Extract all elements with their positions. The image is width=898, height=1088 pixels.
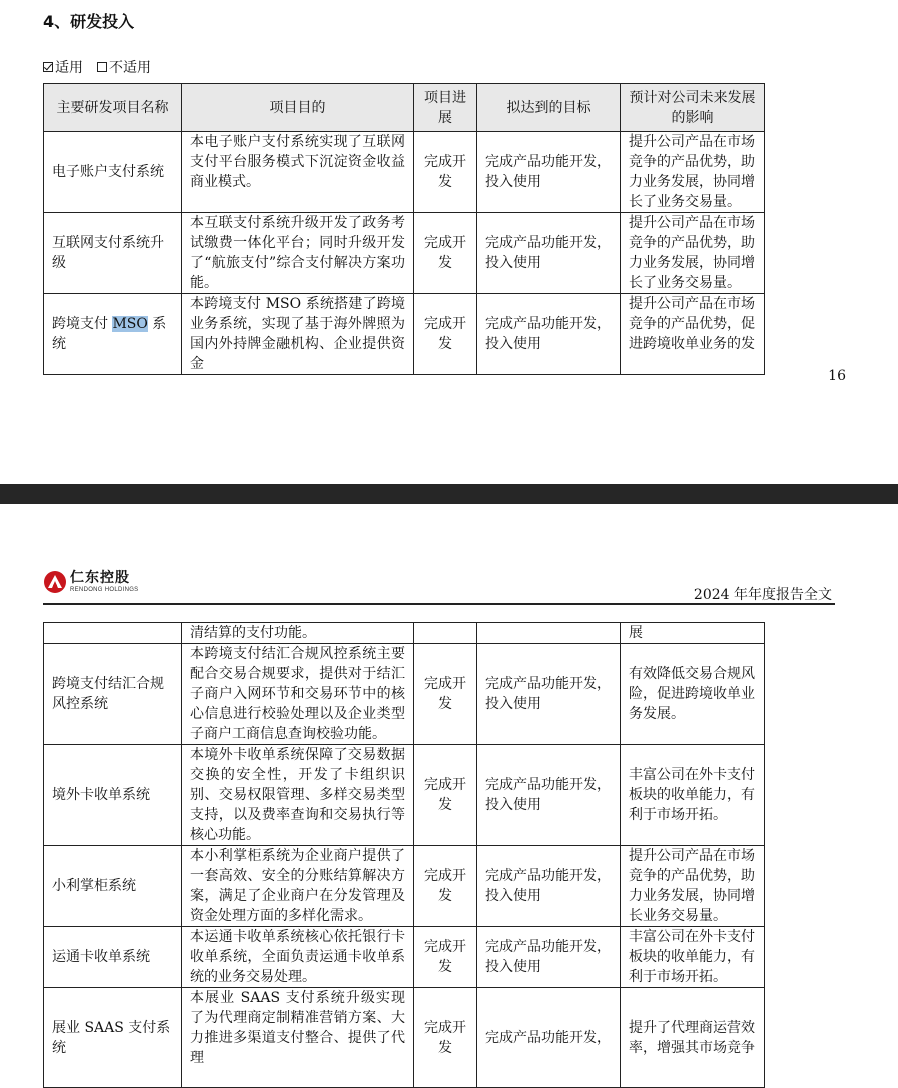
project-name-cell: 境外卡收单系统 bbox=[44, 745, 182, 846]
table-row bbox=[44, 213, 765, 294]
project-progress-cell: 完成开发 bbox=[414, 294, 477, 375]
project-impact-cell: 提升公司产品在市场竞争的产品优势，助力业务发展，协同增长了业务交易量。 bbox=[621, 132, 765, 213]
logo-text bbox=[70, 571, 138, 593]
project-purpose-cell: 清结算的支付功能。 bbox=[182, 623, 414, 644]
project-purpose-cell: 本运通卡收单系统核心依托银行卡收单系统，全面负责运通卡收单系统的业务交易处理。 bbox=[182, 927, 414, 988]
project-name-prefix: 跨境支付 bbox=[52, 316, 113, 332]
applicable-options bbox=[43, 57, 161, 77]
unchecked-box-icon bbox=[97, 62, 107, 72]
project-purpose-cell: 本跨境支付 MSO 系统搭建了跨境业务系统，实现了基于海外牌照为国内外持牌金融机构、企业提供资金 bbox=[182, 294, 414, 375]
project-impact-cell: 丰富公司在外卡支付板块的收单能力，有利于市场开拓。 bbox=[621, 927, 765, 988]
page-number: 16 bbox=[828, 368, 846, 384]
project-purpose-cell: 本小利掌柜系统为企业商户提供了一套高效、安全的分账结算解决方案，满足了企业商户在分发管理及资金处理方面的多样化需求。 bbox=[182, 846, 414, 927]
header-rule bbox=[43, 603, 835, 605]
table-row-continued bbox=[44, 623, 765, 644]
rendong-logo-icon bbox=[43, 570, 67, 594]
project-impact-cell: 有效降低交易合规风险，促进跨境收单业务发展。 bbox=[621, 644, 765, 745]
report-page-17 bbox=[0, 504, 898, 1066]
project-progress-cell: 完成开发 bbox=[414, 846, 477, 927]
project-impact-cell: 丰富公司在外卡支付板块的收单能力，有利于市场开拓。 bbox=[621, 745, 765, 846]
report-title: 2024 年年度报告全文 bbox=[693, 587, 832, 603]
project-progress-cell bbox=[414, 623, 477, 644]
table-row bbox=[44, 745, 765, 846]
table-row bbox=[44, 294, 765, 375]
selected-text-highlight[interactable]: MSO bbox=[112, 316, 148, 332]
project-name-cell: 运通卡收单系统 bbox=[44, 927, 182, 988]
project-impact-cell: 展 bbox=[621, 623, 765, 644]
project-impact-cell: 提升公司产品在市场竞争的产品优势，助力业务发展，协同增长业务交易量。 bbox=[621, 846, 765, 927]
rd-projects-table-continued bbox=[43, 622, 765, 1088]
project-purpose-cell: 本跨境支付结汇合规风控系统主要配合交易合规要求，提供对于结汇子商户入网环节和交易环节中的核心信息进行校验处理以及企业类型子商户工商信息查询校验功能。 bbox=[182, 644, 414, 745]
header-future-impact: 预计对公司未来发展的影响 bbox=[621, 84, 765, 132]
project-name-cell: 电子账户支付系统 bbox=[44, 132, 182, 213]
table-row bbox=[44, 644, 765, 745]
project-impact-cell: 提升公司产品在市场竞争的产品优势，助力业务发展，协同增长了业务交易量。 bbox=[621, 213, 765, 294]
header-project-progress: 项目进展 bbox=[414, 84, 477, 132]
project-goal-cell bbox=[477, 623, 621, 644]
project-name-cell: 互联网支付系统升级 bbox=[44, 213, 182, 294]
project-name-cell: 跨境支付结汇合规风控系统 bbox=[44, 644, 182, 745]
project-name-suffix: 系统 bbox=[52, 316, 167, 352]
project-name-cell: 小利掌柜系统 bbox=[44, 846, 182, 927]
project-purpose-cell: 本电子账户支付系统实现了互联网支付平台服务模式下沉淀资金收益商业模式。 bbox=[182, 132, 414, 213]
project-name-cell bbox=[44, 623, 182, 644]
project-progress-cell: 完成开发 bbox=[414, 745, 477, 846]
report-page-16 bbox=[0, 0, 898, 484]
table-row bbox=[44, 988, 765, 1088]
project-goal-cell: 完成产品功能开发，投入使用 bbox=[477, 927, 621, 988]
company-logo bbox=[43, 570, 138, 594]
applicable-no-option bbox=[97, 57, 151, 77]
project-goal-cell: 完成产品功能开发，投入使用 bbox=[477, 644, 621, 745]
logo-english-name: RENDONG HOLDINGS bbox=[70, 587, 139, 593]
project-progress-cell: 完成开发 bbox=[414, 213, 477, 294]
project-name-cell bbox=[44, 294, 182, 375]
project-progress-cell: 完成开发 bbox=[414, 927, 477, 988]
project-goal-cell: 完成产品功能开发，投入使用 bbox=[477, 294, 621, 375]
project-impact-cell: 提升公司产品在市场竞争的产品优势，促进跨境收单业务的发 bbox=[621, 294, 765, 375]
table-row bbox=[44, 846, 765, 927]
project-goal-cell: 完成产品功能开发，投入使用 bbox=[477, 745, 621, 846]
project-goal-cell: 完成产品功能开发，投入使用 bbox=[477, 132, 621, 213]
header-project-name: 主要研发项目名称 bbox=[44, 84, 182, 132]
project-purpose-cell: 本展业 SAAS 支付系统升级实现了为代理商定制精准营销方案、大力推进多渠道支付整合、提供了代理 bbox=[182, 988, 414, 1088]
project-progress-cell: 完成开发 bbox=[414, 644, 477, 745]
project-purpose-cell: 本境外卡收单系统保障了交易数据交换的安全性，开发了卡组织识别、交易权限管理、多样交易类型支持，以及费率查询和交易执行等核心功能。 bbox=[182, 745, 414, 846]
applicable-no-label: 不适用 bbox=[109, 60, 151, 76]
project-purpose-cell: 本互联支付系统升级开发了政务考试缴费一体化平台；同时升级开发了“航旅支付”综合支付解决方案功能。 bbox=[182, 213, 414, 294]
project-progress-cell: 完成开发 bbox=[414, 988, 477, 1088]
project-impact-cell: 提升了代理商运营效率，增强其市场竞争 bbox=[621, 988, 765, 1088]
project-progress-cell: 完成开发 bbox=[414, 132, 477, 213]
project-name-cell: 展业 SAAS 支付系统 bbox=[44, 988, 182, 1088]
section-title: 4、研发投入 bbox=[43, 12, 135, 31]
table-header-row bbox=[44, 84, 765, 132]
header-target-goal: 拟达到的目标 bbox=[477, 84, 621, 132]
applicable-yes-label: 适用 bbox=[55, 60, 83, 76]
page-divider bbox=[0, 484, 898, 504]
project-goal-cell: 完成产品功能开发，投入使用 bbox=[477, 846, 621, 927]
applicable-yes-option bbox=[43, 57, 83, 77]
project-goal-cell: 完成产品功能开发，投入使用 bbox=[477, 213, 621, 294]
rd-projects-table bbox=[43, 83, 765, 375]
project-goal-cell: 完成产品功能开发， bbox=[477, 988, 621, 1088]
table-row bbox=[44, 132, 765, 213]
logo-chinese-name: 仁东控股 bbox=[70, 570, 130, 586]
table-row bbox=[44, 927, 765, 988]
checked-box-icon bbox=[43, 62, 53, 72]
header-project-purpose: 项目目的 bbox=[182, 84, 414, 132]
